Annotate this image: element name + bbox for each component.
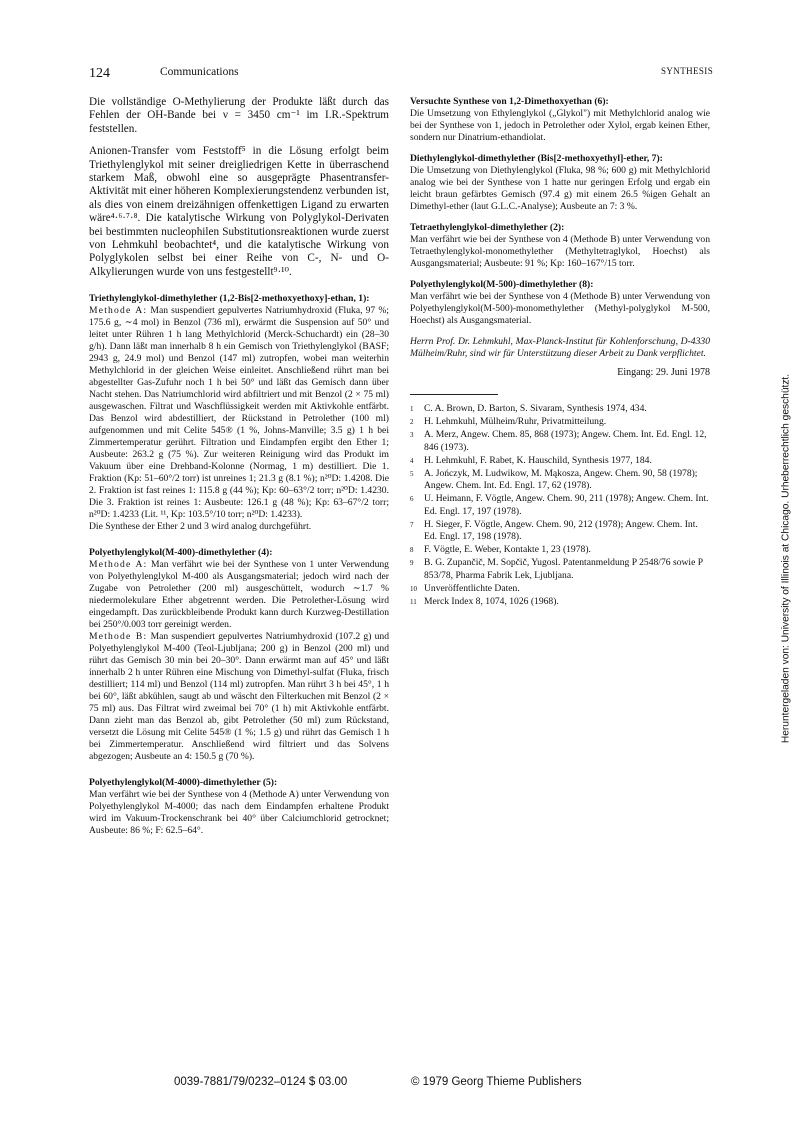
reference-text: F. Vögtle, E. Weber, Kontakte 1, 23 (1978).: [424, 544, 591, 556]
right-body-3: Man verfährt wie bei der Synthese von 4 (Methode B) unter Verwendung von Tetraethylenglykol-monomethylether (Methyltetraglykol, Hoechst) als Ausgangsmaterial; Ausbeute: 91 %; Kp: 160–167°/15 torr.: [410, 234, 710, 269]
method-text: Man suspendiert gepulvertes Natriumhydroxid (107.2 g) und Polyethylenglykol M-400 (Teol-Ljubljana; 200 g) in Benzol (200 ml) und rührt das Gemisch 30 min bei 20–30°. Dann erwärmt man auf 45° und läßt innerhalb 2 h unter Rühren eine Mischung von Dimethyl-sulfat (Fluka, frisch destilliert; 114 ml) und Benzol (114 ml) zutropfen. Man rührt 3 h bei 45°, 1 h bei 60°, läßt abkühlen, saugt ab und wäscht den Filterkuchen mit Benzol (2 × 75 ml) aus. Das Filtrat wird zweimal bei 70° (1 h) mit Aktivkohle entfärbt. Dann zieht man das Benzol ab, gibt Petrolether (50 ml) zum Rückstand, versetzt die Lösung mit Celite 545® (1 %; 1.5 g) und rührt das Gemisch 1 h bei Zimmertemperatur. Anschließend wird filtriert und das Solvens abgezogen; Ausbeute an 4: 150.5 g (70 %).: [89, 631, 389, 763]
method-label: Methode A:: [89, 305, 148, 317]
section-body-3: Man verfährt wie bei der Synthese von 4 (Methode A) unter Verwendung von Polyethylenglykol M-4000; das nach dem Eindampfen erhaltene Produkt wird im Vakuum-Trockenschrank bei 40° über Calciumchlorid getrocknet; Ausbeute: 86 %; F: 62.5–64°.: [89, 789, 389, 837]
reference-item: [410, 455, 710, 467]
reference-number: 11: [410, 598, 417, 607]
reference-item: [410, 596, 710, 608]
section-note-1: Die Synthese der Ether 2 und 3 wird analog durchgeführt.: [89, 521, 312, 533]
method-label: Methode B:: [89, 631, 148, 643]
section-title-2: Polyethylenglykol(M-400)-dimethylether (4):: [89, 547, 273, 559]
reference-text: H. Lehmkuhl, F. Rabet, K. Hauschild, Synthesis 1977, 184.: [424, 454, 652, 466]
reference-text: H. Lehmkuhl, Mülheim/Ruhr, Privatmitteilung.: [424, 416, 607, 428]
article-code: 0039-7881/79/0232–0124 $ 03.00: [174, 1076, 348, 1088]
reference-number: 2: [410, 418, 414, 427]
download-watermark: [779, 320, 793, 800]
journal-name: SYNTHESIS: [661, 66, 714, 76]
right-body-4: Man verfährt wie bei der Synthese von 4 (Methode B) unter Verwendung von Polyethylenglykol(M-500)-monomethylether (Methyl-polyglykol M-500, Hoechst) als Ausgangsmaterial.: [410, 291, 710, 326]
reference-text: B. G. Zupančič, M. Sopčič, Yugosl. Patentanmeldung P 2548/76 sowie P 853/78, Pharma Fabrik Lek, Ljubljana.: [424, 557, 703, 581]
section-body-2a: [89, 559, 389, 631]
right-title-4: Polyethylenglykol(M-500)-dimethylether (8):: [410, 279, 594, 290]
reference-item: [410, 429, 710, 453]
page-number: 124: [89, 66, 110, 81]
reference-item: [410, 468, 710, 492]
reference-text: H. Sieger, F. Vögtle, Angew. Chem. 90, 212 (1978); Angew. Chem. Int. Ed. Engl. 17, 198 (1978).: [424, 518, 698, 543]
left-column: [89, 96, 389, 837]
reference-number: 1: [410, 405, 414, 413]
reference-number: 3: [410, 431, 414, 440]
reference-item: [410, 493, 710, 517]
method-text: Man verfährt wie bei der Synthese von 1 unter Verwendung von Polyethylenglykol M-400 als Ausgangsmaterial; jedoch wird nach der Zugabe von Petrolether (200 ml) ausgeschüttelt, wodurch ∼1.7 % niedermolekulare Ether abgetrennt werden. Die Petrolether-Lösung wird eingedampft. Das zurückbleibende Produkt kann durch Kurzweg-Destillation bei 250°/0.003 torr gereinigt werden.: [89, 559, 389, 631]
section-body-1: [89, 305, 389, 521]
references-divider: [410, 394, 498, 395]
reference-text: Merck Index 8, 1074, 1026 (1968).: [424, 596, 559, 608]
right-body-1: Die Umsetzung von Ethylenglykol („Glykol") mit Methylchlorid analog wie bei der Synthese von 1, jedoch in Petrolether oder Xylol, ergab keinen Ether, sondern nur Dinatrium-ethandiolat.: [410, 108, 710, 143]
received-date: Eingang: 29. Juni 1978: [617, 367, 710, 378]
reference-text: Unveröffentlichte Daten.: [424, 582, 520, 594]
reference-item: [410, 403, 710, 415]
reference-item: [410, 583, 710, 595]
intro-paragraph-2: Anionen-Transfer vom Feststoff⁵ in die Lösung erfolgt beim Triethylenglykol mit seiner dreigliedrigen Kette in überraschend starkem Maß, obwohl eine so ausgeprägte Phasentransfer-Aktivität mit einer höheren Komplexierungstendenz verbunden ist, als dies von einem dreizähnigen offenkettigen Ligand zu erwarten wäre⁴·⁶·⁷·⁸. Die katalytische Wirkung von Polyglykol-Derivaten bei bestimmten nucleophilen Substitutionsreaktionen wurde zuerst von Lehmkuhl beobachtet⁴, und die katalytische Wirkung von Polyglykolen selbst bei einer Reihe von C-, N- und O-Alkylierungen wurde von uns festgestellt⁹·¹⁰.: [89, 145, 389, 278]
publisher-copyright: © 1979 Georg Thieme Publishers: [411, 1076, 582, 1088]
reference-item: [410, 544, 710, 556]
reference-number: 10: [410, 584, 417, 593]
references-list: [410, 403, 710, 608]
reference-number: 9: [410, 559, 414, 568]
method-text: Man suspendiert gepulvertes Natriumhydroxid (Fluka, 97 %; 175.6 g, ∼4 mol) in Benzol (736 ml), erwärmt die Suspension auf 50° und leitet unter Rühren 1 h lang Methylchlorid (Merck-Schuchardt) ein (28–30 g/h). Dann läßt man innerhalb 8 h ein Gemisch von Triethylenglykol (BASF; 2943 g, 24.9 mol) und Benzol (147 ml) zutropfen, wobei man weiterhin Methylchlorid in der gleichen Weise einleitet. Anschließend rührt man bei abgestellter Gas-Zufuhr noch 1 h bei 50° und läßt das Gemisch dann über Nacht stehen. Das Natriumchlorid wird abfiltriert und mit Benzol (2 × 75 ml) ausgewaschen. Filtrat und Waschflüssigkeit werden mit Aktivkohle entfärbt. Das Benzol wird abdestilliert, der Rückstand in Petrolether (100 ml) aufgenommen und mit Celite 545® (1 %, Johns-Manville; 3.5 g) 1 h bei Zimmertemperatur gerührt. Filtration und Eindampfen ergibt den Ether 1; Ausbeute: 263.2 g (75 %). Zur weiteren Reinigung wird das Produkt im Vakuum über eine Drehband-Kolonne (Normag, 1 m) destilliert. Die 1. Fraktion (Kp: 51–60°/2 torr) ist unreines 1; 21.3 g (8.1 %); n²⁰D: 1.4208. Die 2. Fraktion ist fast reines 1: 115.8 g (44 %); Kp: 60–63°/2 torr; n²⁰D: 1.4230. Die 3. Fraktion ist reines 1: Ausbeute: 126.1 g (48 %); Kp: 63–67°/2 torr; n²⁰D: 1.4233 (Lit. ¹¹, Kp: 103.5°/10 torr; n²⁰D: 1.4233).: [89, 305, 389, 521]
right-body-2: Die Umsetzung von Diethylenglykol (Fluka, 98 %; 600 g) mit Methylchlorid analog wie bei der Synthese von 1 hatte nur geringen Erfolg und ergab ein leicht braun gefärbtes Gemisch (97.4 g) mit einem 26.5 %igen Gehalt an Dimethyl-ether (laut G.L.C.-Analyse); Ausbeute an 7: 3 %.: [410, 165, 710, 212]
method-label: Methode A:: [89, 559, 148, 571]
acknowledgement: Herrn Prof. Dr. Lehmkuhl, Max-Planck-Institut für Kohlenforschung, D-4330 Mülheim/Ruhr, sind wir für Unterstützung dieser Arbeit zu Dank verpflichtet.: [410, 336, 710, 359]
section-title: Communications: [160, 66, 239, 78]
reference-text: U. Heimann, F. Vögtle, Angew. Chem. 90, 211 (1978); Angew. Chem. Int. Ed. Engl. 17, 197 (1978).: [424, 493, 709, 517]
right-column: [410, 96, 710, 609]
reference-item: [410, 519, 710, 543]
reference-number: 6: [410, 495, 414, 504]
reference-number: 5: [410, 470, 414, 479]
reference-item: [410, 557, 710, 581]
reference-number: 4: [410, 456, 414, 465]
reference-text: A. Jończyk, M. Ludwikow, M. Mąkosza, Angew. Chem. 90, 58 (1978); Angew. Chem. Int. Ed. Engl. 17, 62 (1978).: [424, 468, 698, 492]
right-title-2: Diethylenglykol-dimethylether (Bis[2-methoxyethyl]-ether, 7):: [410, 153, 663, 164]
reference-number: 7: [410, 520, 414, 529]
reference-number: 8: [410, 546, 414, 555]
reference-text: A. Merz, Angew. Chem. 85, 868 (1973); Angew. Chem. Int. Ed. Engl. 12, 846 (1973).: [424, 429, 707, 453]
reference-item: [410, 416, 710, 428]
download-watermark-text: Heruntergeladen von: University of Illinois at Chicago. Urheberrechtlich geschützt.: [780, 373, 792, 744]
right-title-3: Tetraethylenglykol-dimethylether (2):: [410, 222, 565, 233]
section-title-3: Polyethylenglykol(M-4000)-dimethylether (5):: [89, 777, 278, 789]
intro-paragraph-1: Die vollständige O-Methylierung der Produkte läßt durch das Fehlen der OH-Bande bei ν = 3450 cm⁻¹ im I.R.-Spektrum feststellen.: [89, 96, 389, 135]
section-title-1: Triethylenglykol-dimethylether (1,2-Bis[2-methoxyethoxy]-ethan, 1):: [89, 293, 370, 305]
section-body-2b: [89, 631, 389, 763]
reference-text: C. A. Brown, D. Barton, S. Sivaram, Synthesis 1974, 434.: [424, 403, 647, 414]
right-title-1: Versuchte Synthese von 1,2-Dimethoxyethan (6):: [410, 96, 609, 107]
